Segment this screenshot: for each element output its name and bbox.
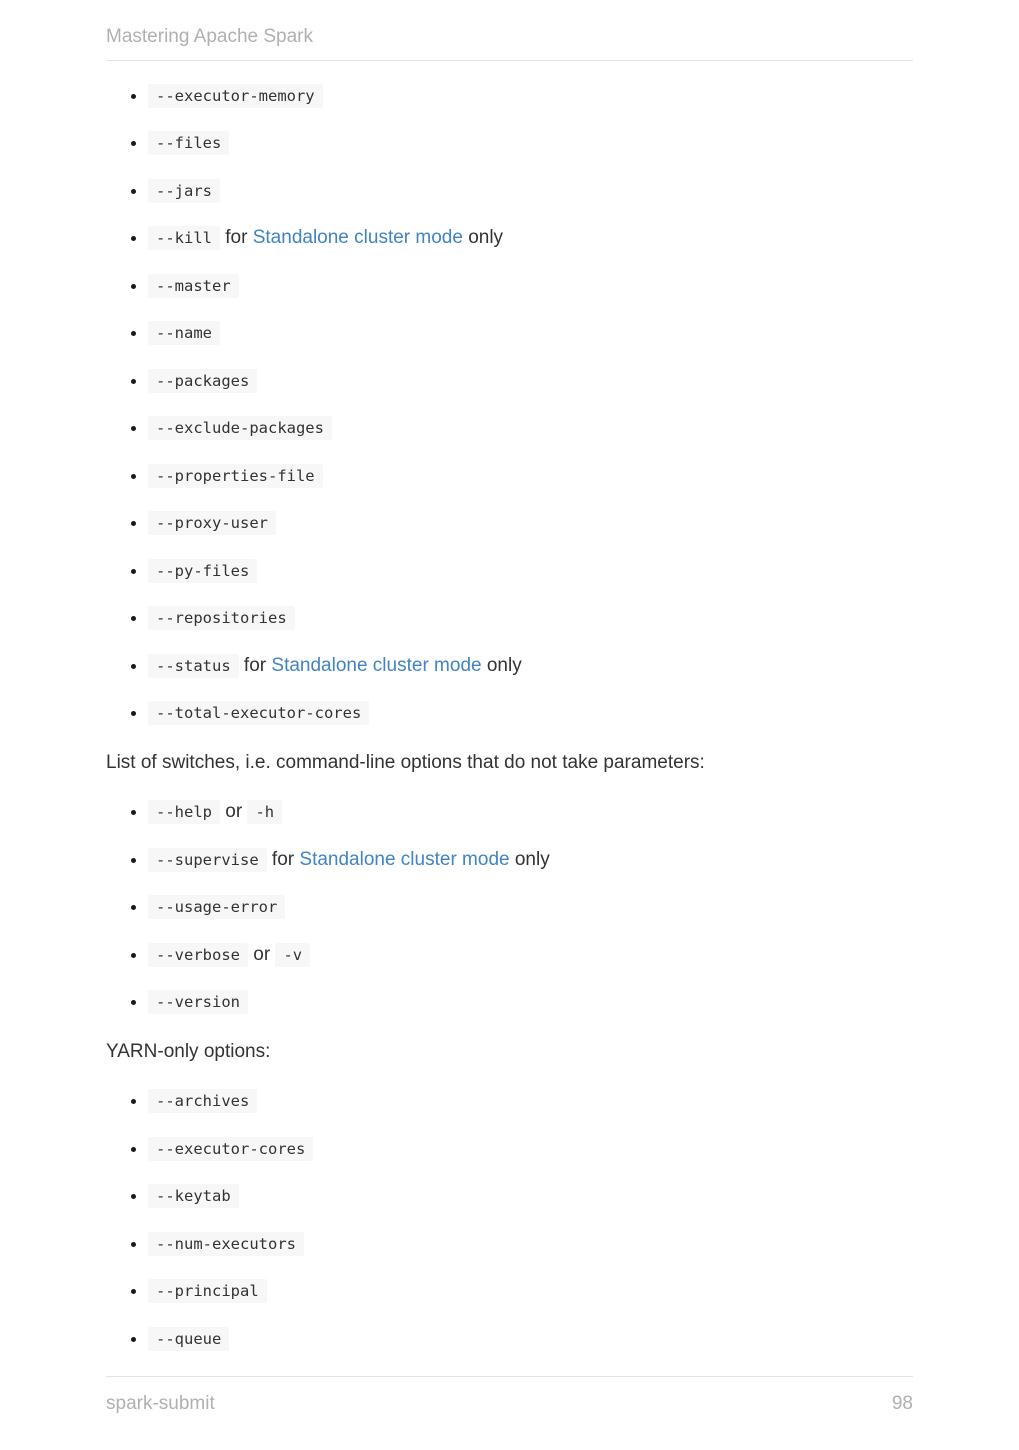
code-chip: --jars (148, 179, 220, 203)
list-item (148, 368, 913, 394)
page-number: 98 (891, 1392, 913, 1414)
code-chip: --supervise (148, 848, 267, 872)
text-segment: or (248, 943, 276, 965)
list-item (148, 415, 913, 441)
list-item (148, 1183, 913, 1209)
code-chip: --kill (148, 226, 220, 250)
list-item (148, 178, 913, 204)
list-item (148, 989, 913, 1015)
code-chip: --files (148, 131, 229, 155)
code-chip: --status (148, 654, 239, 678)
code-chip: --repositories (148, 606, 295, 630)
code-chip: --proxy-user (148, 511, 276, 535)
code-chip: --num-executors (148, 1232, 304, 1256)
code-chip: --keytab (148, 1184, 239, 1208)
standalone-cluster-mode-link[interactable]: Standalone cluster mode (252, 227, 463, 248)
text-segment: for (266, 848, 300, 870)
option-list (106, 83, 913, 727)
code-chip: --executor-cores (148, 1137, 313, 1161)
standalone-cluster-mode-link[interactable]: Standalone cluster mode (299, 848, 510, 870)
list-item (148, 1088, 913, 1114)
code-chip: --verbose (148, 943, 248, 967)
code-chip: --properties-file (148, 464, 323, 488)
text-segment: only (462, 227, 504, 248)
page-footer (106, 1376, 913, 1450)
list-item (148, 510, 913, 536)
list-item (148, 605, 913, 631)
list-item (148, 225, 913, 251)
list-item (148, 799, 913, 825)
list-item (148, 942, 913, 968)
code-chip: --py-files (148, 559, 257, 583)
list-item (148, 130, 913, 156)
text-segment: for (220, 227, 253, 248)
list-item (148, 463, 913, 489)
text-segment: only (509, 848, 550, 870)
text-segment: or (220, 801, 248, 822)
code-chip: -h (247, 800, 282, 824)
code-chip: --queue (148, 1327, 229, 1351)
list-item (148, 320, 913, 346)
footer-chapter-label: spark-submit (106, 1392, 215, 1414)
list-item (148, 847, 913, 873)
code-chip: --master (148, 274, 239, 298)
content (106, 61, 913, 1376)
list-item (148, 1278, 913, 1304)
code-chip: --packages (148, 369, 257, 393)
text-segment: for (238, 654, 272, 676)
text-segment: only (481, 654, 522, 676)
list-item (148, 273, 913, 299)
paragraph: YARN-only options: (106, 1041, 271, 1062)
list-item (148, 1326, 913, 1352)
list-item (148, 1136, 913, 1162)
option-list (106, 799, 913, 1015)
code-chip: --version (148, 990, 248, 1014)
list-item (148, 894, 913, 920)
list-item (148, 558, 913, 584)
list-item (148, 700, 913, 726)
code-chip: --archives (148, 1089, 257, 1113)
code-chip: --usage-error (148, 895, 285, 919)
standalone-cluster-mode-link[interactable]: Standalone cluster mode (271, 654, 482, 676)
paragraph: List of switches, i.e. command-line options that do not take parameters: (106, 752, 705, 773)
list-item (148, 653, 913, 679)
code-chip: --principal (148, 1279, 267, 1303)
list-item (148, 1231, 913, 1257)
list-item (148, 83, 913, 109)
book-title: Mastering Apache Spark (106, 26, 314, 47)
code-chip: --help (148, 800, 220, 824)
page-header (106, 0, 913, 61)
code-chip: --name (148, 321, 220, 345)
code-chip: -v (275, 943, 310, 967)
code-chip: --executor-memory (148, 84, 323, 108)
code-chip: --total-executor-cores (148, 701, 369, 725)
option-list (106, 1088, 913, 1352)
code-chip: --exclude-packages (148, 416, 332, 440)
